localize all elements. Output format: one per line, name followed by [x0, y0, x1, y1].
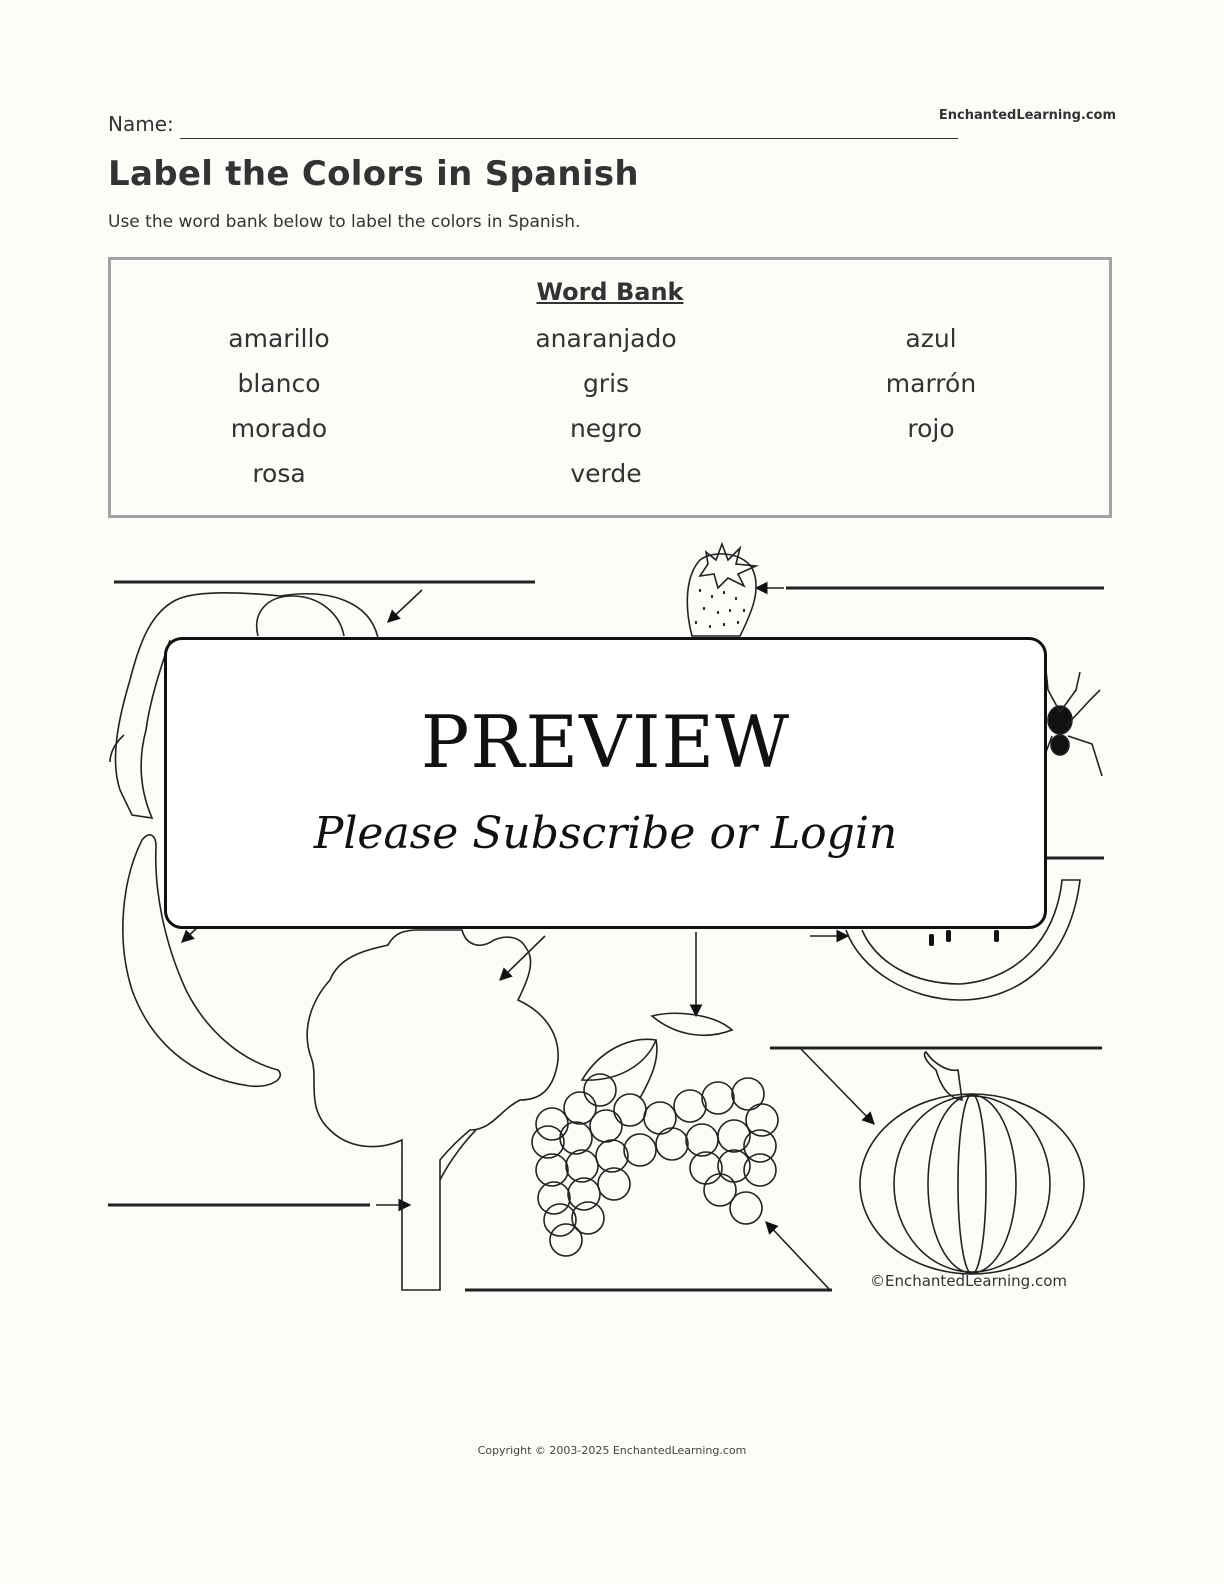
name-field-line[interactable]: [180, 138, 958, 139]
copyright-footer: Copyright © 2003-2025 EnchantedLearning.com: [477, 1444, 747, 1457]
grapes: [532, 1013, 778, 1256]
spider: [1046, 670, 1102, 776]
word-bank-word: anaranjado: [535, 324, 677, 353]
pumpkin: [860, 1052, 1084, 1274]
word-bank-word: gris: [582, 369, 630, 398]
word-bank-title: Word Bank: [536, 278, 684, 306]
subscribe-login-prompt[interactable]: Please Subscribe or Login: [313, 808, 898, 859]
word-bank-word: morado: [230, 414, 328, 443]
preview-overlay[interactable]: [164, 637, 1047, 929]
illustration-credit: ©EnchantedLearning.com: [870, 1272, 1067, 1290]
site-brand[interactable]: EnchantedLearning.com: [938, 108, 1116, 123]
word-bank-word: rosa: [252, 459, 306, 488]
header: [108, 108, 1116, 142]
word-bank-word: azul: [905, 324, 957, 353]
instructions: Use the word bank below to label the colors in Spanish.: [108, 212, 581, 232]
word-bank-word: negro: [569, 414, 643, 443]
word-bank: [108, 257, 1112, 518]
word-bank-word: verde: [570, 459, 642, 488]
name-label: Name:: [108, 112, 174, 136]
preview-title: PREVIEW: [420, 700, 791, 784]
tree: [307, 930, 558, 1290]
arrow: [388, 590, 422, 622]
word-bank-word: rojo: [907, 414, 955, 443]
arrow: [766, 1222, 830, 1290]
word-bank-word: marrón: [885, 369, 977, 398]
word-bank-word: amarillo: [228, 324, 330, 353]
strawberry: [687, 554, 756, 636]
page-title: Label the Colors in Spanish: [108, 154, 639, 194]
arrow: [800, 1048, 874, 1124]
word-bank-word: blanco: [237, 369, 321, 398]
